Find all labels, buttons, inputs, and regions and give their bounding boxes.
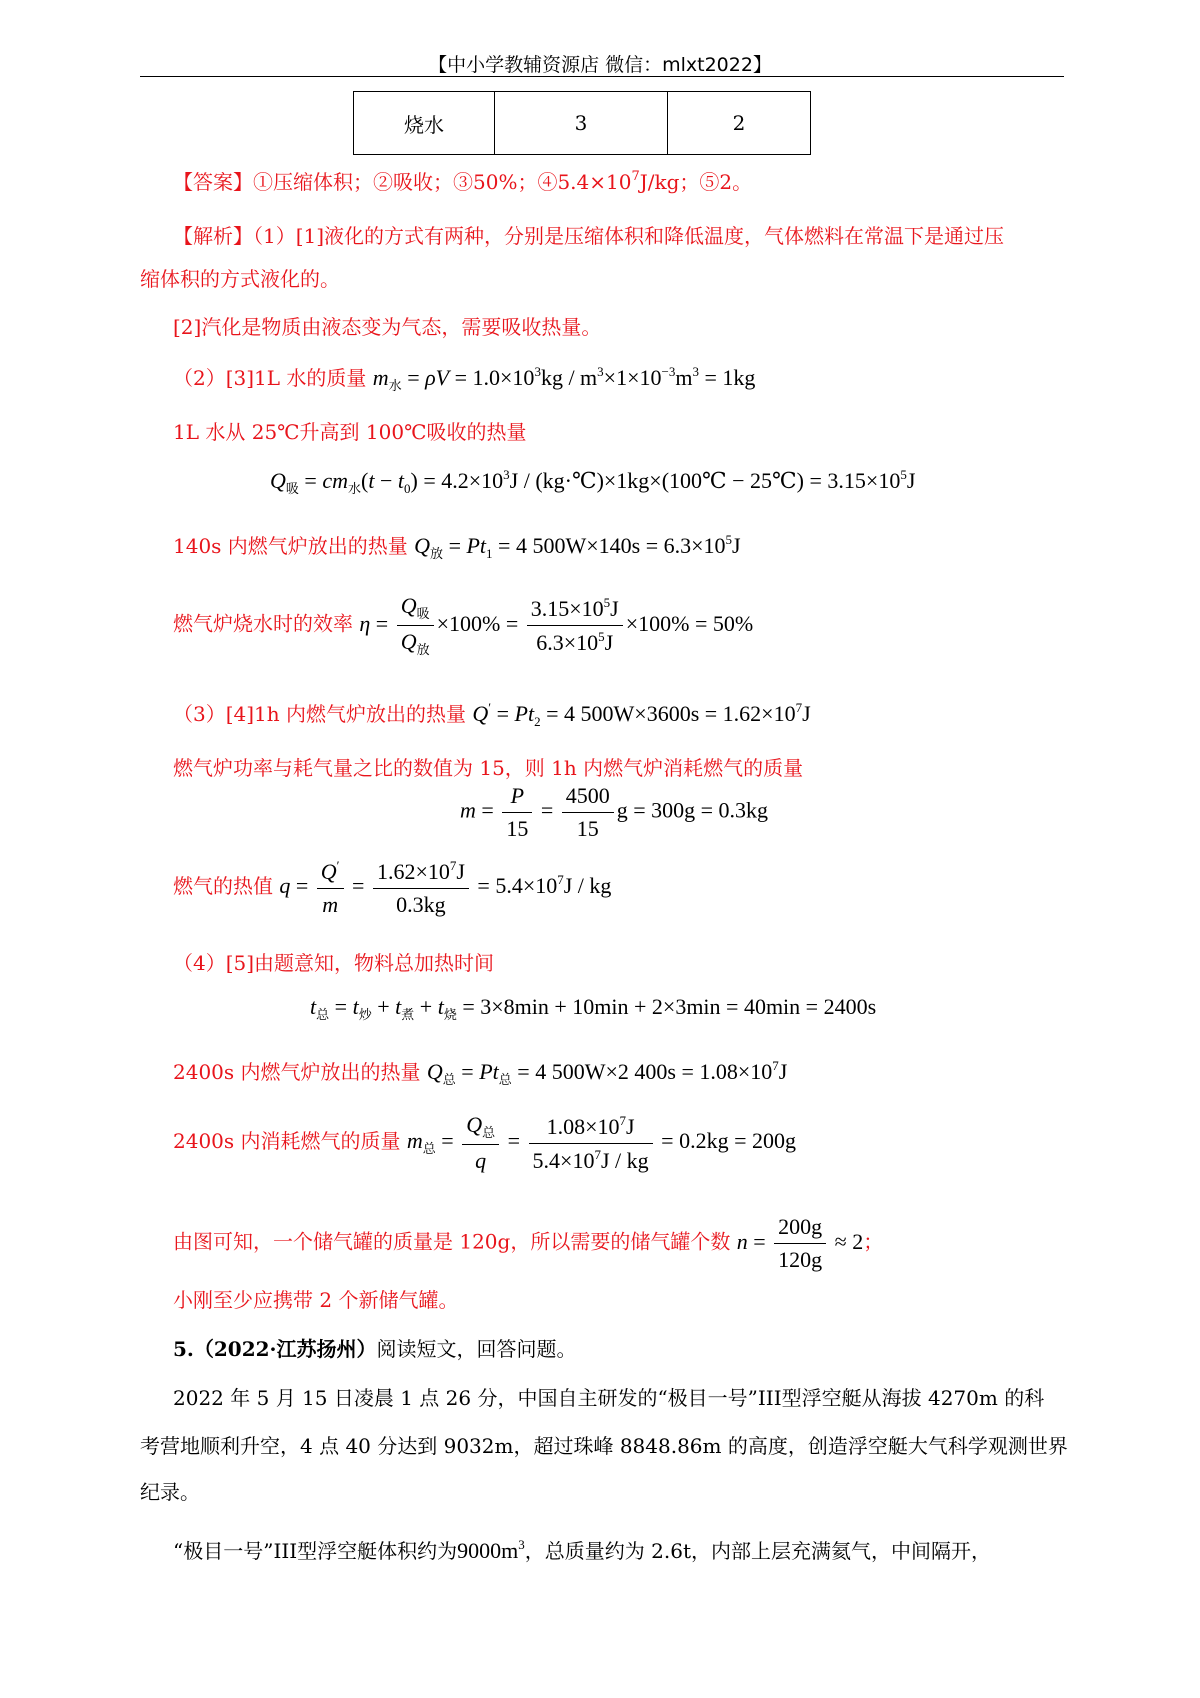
passage-text: “极目一号”III型浮空艇体积约为 bbox=[173, 1539, 458, 1563]
formula-heat-released: $Q_放 = Pt_1 = 4$ $500W\times 140s = 6.3\times 10^5J$ bbox=[414, 532, 741, 561]
answer-label: 【答案】 bbox=[173, 170, 253, 194]
data-table bbox=[353, 91, 811, 155]
question-number: 5.（2022·江苏扬州） bbox=[173, 1337, 377, 1361]
total-heat-line bbox=[173, 1056, 787, 1088]
heat-released-lead: 140s 内燃气炉放出的热量 bbox=[173, 534, 408, 558]
heat-value-lead: 燃气的热值 bbox=[173, 874, 273, 899]
answer-exponent: 7 bbox=[631, 169, 640, 184]
page-header: 【中小学教辅资源店 微信：mlxt2022】 bbox=[428, 54, 772, 76]
table-cell: 2 bbox=[668, 92, 811, 155]
answer-line bbox=[173, 166, 752, 195]
conclusion-line: 小刚至少应携带 2 个新储气罐。 bbox=[173, 1288, 459, 1312]
analysis-line-2: 缩体积的方式液化的。 bbox=[140, 267, 340, 291]
formula-tank-count: n = $\frac{200g}{120g}$ ≈ 2 bbox=[736, 1214, 864, 1272]
answer-text: ①压缩体积；②吸收；③50%；④5.4×10 bbox=[253, 170, 632, 194]
volume-number: 9000m bbox=[457, 1538, 519, 1563]
efficiency-lead: 燃气炉烧水时的效率 bbox=[173, 611, 353, 636]
formula-water-mass: $m_水 = \rho V = 1.0\times 10^3kg / m^3\times 1\times 10^{-3}m^3 = 1kg$ bbox=[372, 364, 756, 393]
heat-value-line bbox=[173, 858, 611, 918]
heat-released-line bbox=[173, 530, 741, 562]
formula-total-gas: $m_总$ = $\frac{Q_总}{q}$ = $\frac{1.08\times 10^7J}{5.4\times 10^7J / kg}$ = 0.2kg = 200g bbox=[406, 1112, 796, 1173]
hour-heat-lead: （3）[4]1h 内燃气炉放出的热量 bbox=[173, 702, 467, 726]
total-gas-lead: 2400s 内消耗燃气的质量 bbox=[173, 1129, 401, 1154]
total-gas-line bbox=[173, 1112, 796, 1174]
header-divider bbox=[140, 76, 1064, 77]
water-mass-line bbox=[173, 362, 755, 394]
tank-count-lead: 由图可知，一个储气罐的质量是 120g，所以需要的储气罐个数 bbox=[173, 1229, 731, 1254]
answer-text-end: J/kg；⑤2。 bbox=[639, 170, 753, 194]
passage-text-end: ，总质量约为 2.6t，内部上层充满氦气，中间隔开， bbox=[524, 1539, 991, 1563]
formula-total-time: $t_总 = t_炒 + t_煮 + t_烧 = 3\times 8\min + 10\min + 2\times 3\min = 40\min = 2400s$ bbox=[310, 994, 877, 1022]
efficiency-line bbox=[173, 593, 753, 658]
total-time-lead: （4）[5]由题意知，物料总加热时间 bbox=[173, 951, 495, 975]
table-cell: 烧水 bbox=[354, 92, 495, 155]
passage-line-1: 2022 年 5 月 15 日凌晨 1 点 26 分，中国自主研发的“极目一号”III型浮空艇从海拔 4270m 的科 bbox=[173, 1386, 1045, 1410]
passage-line-2: 考营地顺利升空，4 点 40 分达到 9032m，超过珠峰 8848.86m 的高度，创造浮空艇大气科学观测世界 bbox=[140, 1434, 1068, 1458]
analysis-label: 【解析】 bbox=[173, 224, 253, 248]
tank-count-tail: ； bbox=[863, 1229, 884, 1254]
analysis-line-1 bbox=[173, 220, 1004, 249]
question-instruction: 阅读短文，回答问题。 bbox=[376, 1337, 577, 1361]
passage-line-3: 纪录。 bbox=[140, 1480, 200, 1504]
hour-heat-line bbox=[173, 698, 811, 730]
volume-value: $9000m^3$ bbox=[457, 1537, 525, 1563]
analysis-line-3: [2]汽化是物质由液态变为气态，需要吸收热量。 bbox=[173, 315, 602, 339]
question-5-heading bbox=[173, 1333, 577, 1362]
heat-absorbed-lead: 1L 水从 25℃升高到 100℃吸收的热量 bbox=[173, 420, 527, 444]
analysis-text: （1）[1]液化的方式有两种，分别是压缩体积和降低温度，气体燃料在常温下是通过压 bbox=[253, 224, 1005, 248]
total-heat-lead: 2400s 内燃气炉放出的热量 bbox=[173, 1060, 421, 1084]
ratio-line: 燃气炉功率与耗气量之比的数值为 15，则 1h 内燃气炉消耗燃气的质量 bbox=[173, 756, 804, 780]
formula-heat-absorbed: $Q_吸 = cm_水(t - t_0) = 4.2\times 10^3J$ / (kg·℃)×1kg×(100℃ − 25℃) = $3.15\times 10^5J$ bbox=[270, 467, 916, 496]
formula-total-heat: $Q_总 = Pt_总 = 4$ 500W×2 $400s = 1.08\times 10^7J$ bbox=[426, 1058, 788, 1087]
formula-hour-heat: $Q' = Pt_2 = 4$ $500W\times 3600s = 1.62\times 10^7J$ bbox=[472, 700, 811, 729]
water-mass-lead: （2）[3]1L 水的质量 bbox=[173, 366, 367, 390]
table-row bbox=[354, 92, 811, 155]
table-cell: 3 bbox=[495, 92, 668, 155]
formula-heat-value: q = $\frac{Q'}{m}$ = $\frac{1.62\times 10^7J}{0.3kg}$ = $5.4\times 10^7J$ / kg bbox=[279, 858, 612, 917]
tank-count-line bbox=[173, 1214, 883, 1273]
formula-efficiency: η = $\frac{Q_吸}{Q_放}$ ×100% = $\frac{3.15\times 10^5J}{6.3\times 10^5J}$ ×100% = 50% bbox=[359, 593, 754, 657]
passage-line-4 bbox=[173, 1535, 991, 1564]
formula-gas-mass: m = $\frac{P}{15}$ = $\frac{4500}{15}$ g = 300g = 0.3kg bbox=[460, 783, 769, 841]
